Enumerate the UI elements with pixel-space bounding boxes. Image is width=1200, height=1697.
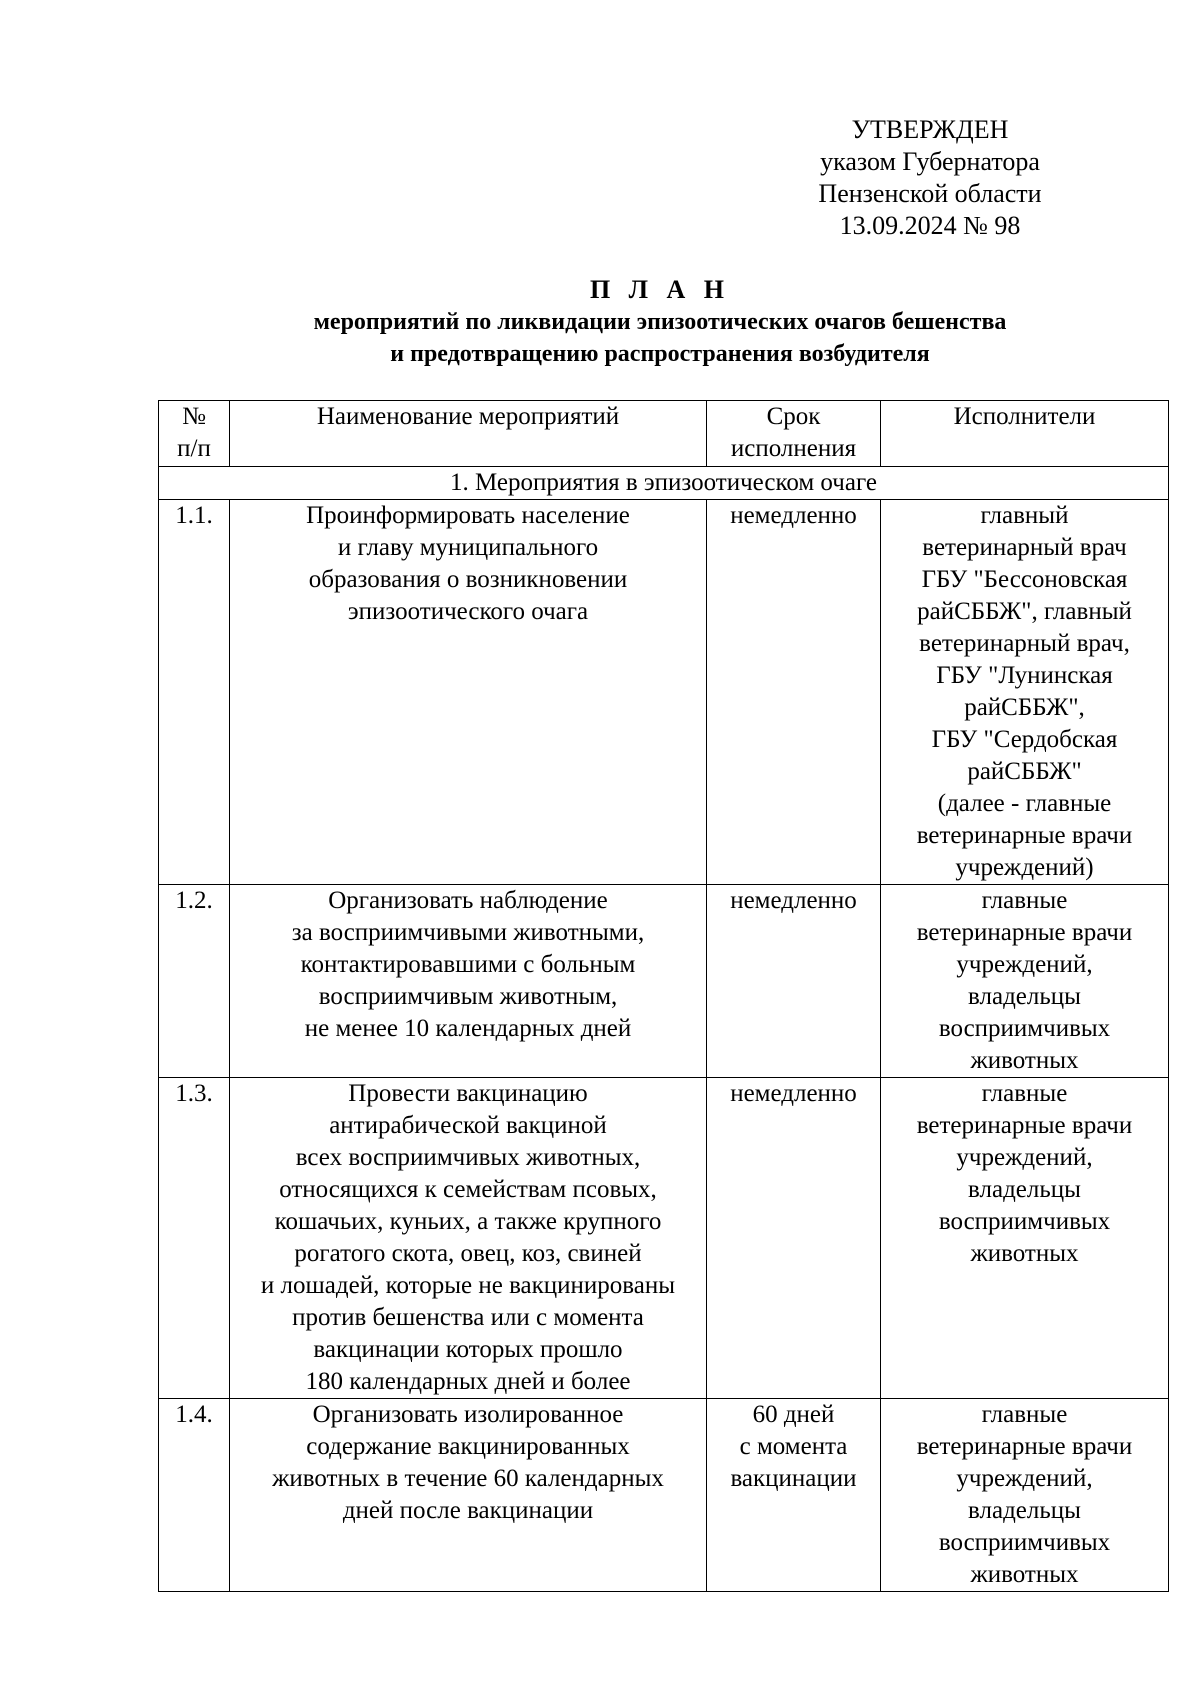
row-number: 1.2. [159,885,230,1078]
header-term: Срок исполнения [707,401,881,467]
header-executors: Исполнители [881,401,1169,467]
table-row [159,1078,1169,1399]
row-number: 1.4. [159,1399,230,1592]
row-name: Провести вакцинацию антирабической вакциной всех восприимчивых животных, относящихся к семействам псовых, кошачьих, куньих, а также крупного рогатого скота, овец, коз, свиней и лошадей, которые не вакцинированы против бешенства или с момента вакцинации которых прошло 180 календарных дней и более [230,1078,707,1399]
row-name: Проинформировать население и главу муниципального образования о возникновении эпизоотического очага [230,500,707,885]
approval-line: указом Губернатора [820,147,1040,176]
approval-line: 13.09.2024 № 98 [839,211,1021,240]
row-executors: главные ветеринарные врачи учреждений, владельцы восприимчивых животных [881,885,1169,1078]
table-row [159,885,1169,1078]
document-title: П Л А Н [589,275,731,304]
table-header-row [159,401,1169,467]
row-number: 1.1. [159,500,230,885]
subtitle-line: и предотвращению распространения возбудителя [390,341,930,367]
row-name: Организовать наблюдение за восприимчивыми животными, контактировавшими с больным восприимчивым животным, не менее 10 календарных дней [230,885,707,1078]
row-term: немедленно [707,1078,881,1399]
document-subtitle [0,306,1200,370]
row-term: немедленно [707,500,881,885]
section-title: 1. Мероприятия в эпизоотическом очаге [159,467,1169,500]
approval-line: Пензенской области [818,179,1042,208]
header-name: Наименование мероприятий [230,401,707,467]
row-number: 1.3. [159,1078,230,1399]
row-executors: главные ветеринарные врачи учреждений, владельцы восприимчивых животных [881,1399,1169,1592]
plan-table [158,400,1169,1592]
table-row [159,500,1169,885]
row-executors: главные ветеринарные врачи учреждений, владельцы восприимчивых животных [881,1078,1169,1399]
row-term: 60 дней с момента вакцинации [707,1399,881,1592]
row-executors: главный ветеринарный врач ГБУ "Бессоновская райСББЖ", главный ветеринарный врач, ГБУ "Лунинская райСББЖ", ГБУ "Сердобская райСББЖ" (далее - главные ветеринарные врачи учреждений) [881,500,1169,885]
table-row [159,1399,1169,1592]
section-row [159,467,1169,500]
subtitle-line: мероприятий по ликвидации эпизоотических очагов бешенства [313,309,1007,335]
header-number: № п/п [159,401,230,467]
approval-line: УТВЕРЖДЕН [851,115,1009,144]
row-term: немедленно [707,885,881,1078]
row-name: Организовать изолированное содержание вакцинированных животных в течение 60 календарных дней после вакцинации [230,1399,707,1592]
approval-stamp [790,114,1070,242]
